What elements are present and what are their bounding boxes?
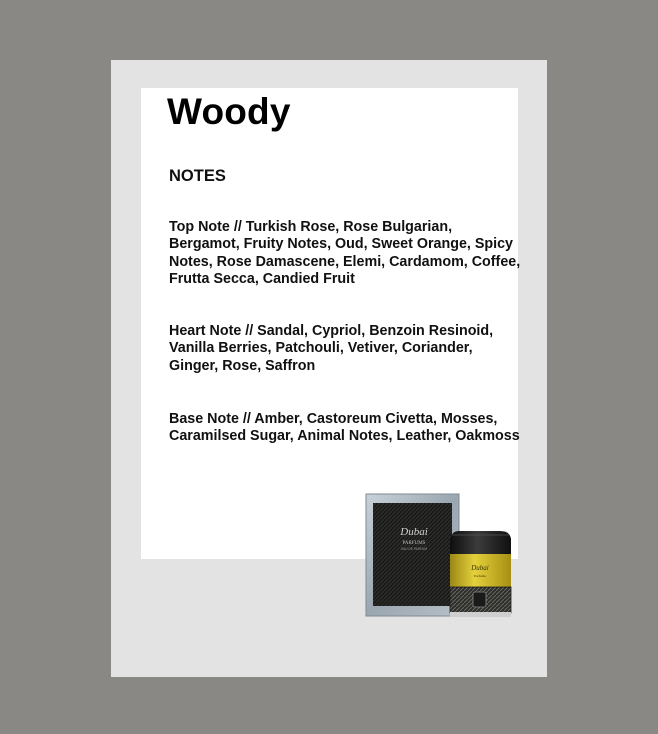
heart-note-text: Heart Note // Sandal, Cypriol, Benzoin Resinoid, Vanilla Berries, Patchouli, Vetiver, Coriander, Ginger, Rose, Saffron [169, 323, 494, 374]
top-note-text: Top Note // Turkish Rose, Rose Bulgarian, Bergamot, Fruity Notes, Oud, Sweet Orange, Spicy Notes, Rose Damascene, Elemi, Cardamom, Coffee, Frutta Secca, Candied Fruit [169, 219, 521, 287]
perfume-bottle [450, 531, 511, 617]
box-brand-text: Dubai [400, 526, 428, 538]
notes-heading: NOTES [169, 167, 226, 185]
page-title: Woody [167, 91, 291, 132]
box-subbrand-text: PARFUMS [402, 541, 426, 546]
box-type-text: EAU DE PARFUM [401, 547, 427, 551]
perfume-product-image [364, 491, 520, 621]
perfume-box [366, 494, 459, 616]
bottle-subbrand-text: Parfums [474, 574, 486, 578]
bottle-brand-text: Dubai [471, 564, 489, 572]
base-note-text: Base Note // Amber, Castoreum Civetta, Mosses, Caramilsed Sugar, Animal Notes, Leather, Oakmoss [169, 411, 520, 445]
